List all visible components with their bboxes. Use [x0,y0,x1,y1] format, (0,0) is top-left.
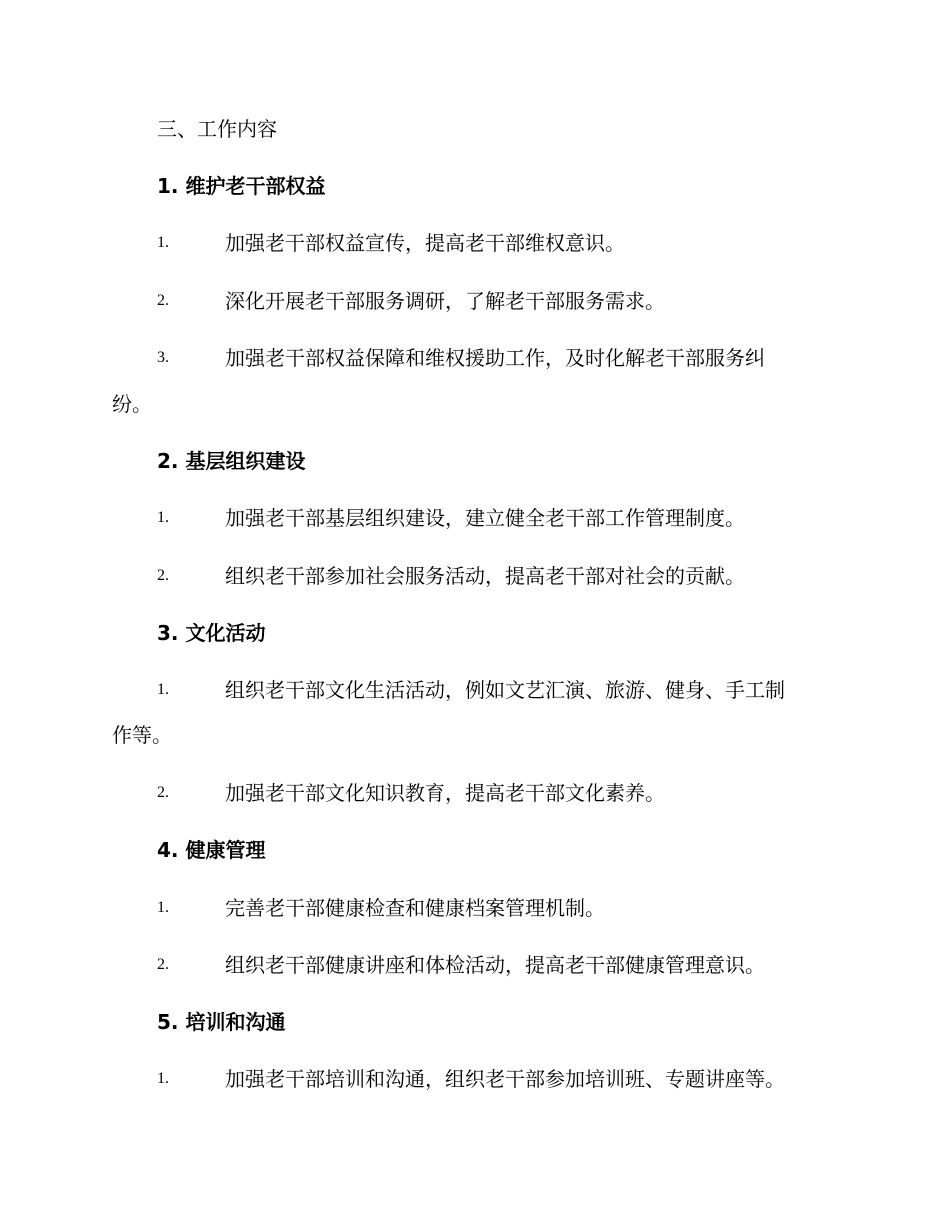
item-number: 2. [157,956,169,973]
item-number: 2. [157,292,169,309]
item-text: 加强老干部权益保障和维权援助工作，及时化解老干部服务纠 [225,346,765,370]
item-text: 完善老干部健康检查和健康档案管理机制。 [225,896,605,920]
document-page: 三、工作内容 1. 维护老干部权益 1. 加强老干部权益宣传，提高老干部维权意识。 2. 深化开展老干部服务调研，了解老干部服务需求。 3. 加强老干部权益保障和维权援助工作，及时化解老干部服务纠 纷。 2. 基层组织建设 1. 加强老干部基层组织建设，建立健全老干部工作管理制度。 2. 组织老干部参加社会服务活动，提高老干部对社会的贡献。 3. 文化活动 1. 组织老干部文化生活活动，例如文艺汇演、旅游、健身、手工制 作等。 2. 加强老干部文化知识教育，提高老干部文化素养。 4. 健康管理 1. 完善老干部健康检查和健康档案管理机制。 2. 组织老干部健康讲座和体检活动，提高老干部健康管理意识。 5. 培训和沟通 1. 加强老干部培训和沟通，组织老干部参加培训班、专题讲座等。 [112,117,785,1091]
item-number: 1. [157,681,169,698]
item-text: 深化开展老干部服务调研，了解老干部服务需求。 [225,289,665,313]
item-number: 2. [157,784,169,801]
item-number: 1. [157,234,169,251]
item-number: 1. [157,509,169,526]
item-number: 1. [157,1070,169,1087]
item-text: 加强老干部文化知识教育，提高老干部文化素养。 [225,781,665,805]
item-text: 加强老干部基层组织建设，建立健全老干部工作管理制度。 [225,506,745,530]
item-number: 1. [157,899,169,916]
item-text: 组织老干部健康讲座和体检活动，提高老干部健康管理意识。 [225,953,765,977]
item-number: 2. [157,567,169,584]
item-text: 组织老干部文化生活活动，例如文艺汇演、旅游、健身、手工制 [225,678,785,702]
item-text: 加强老干部培训和沟通，组织老干部参加培训班、专题讲座等。 [225,1067,785,1091]
item-text: 组织老干部参加社会服务活动，提高老干部对社会的贡献。 [225,564,745,588]
item-number: 3. [157,349,169,366]
item-text: 加强老干部权益宣传，提高老干部维权意识。 [225,231,625,255]
